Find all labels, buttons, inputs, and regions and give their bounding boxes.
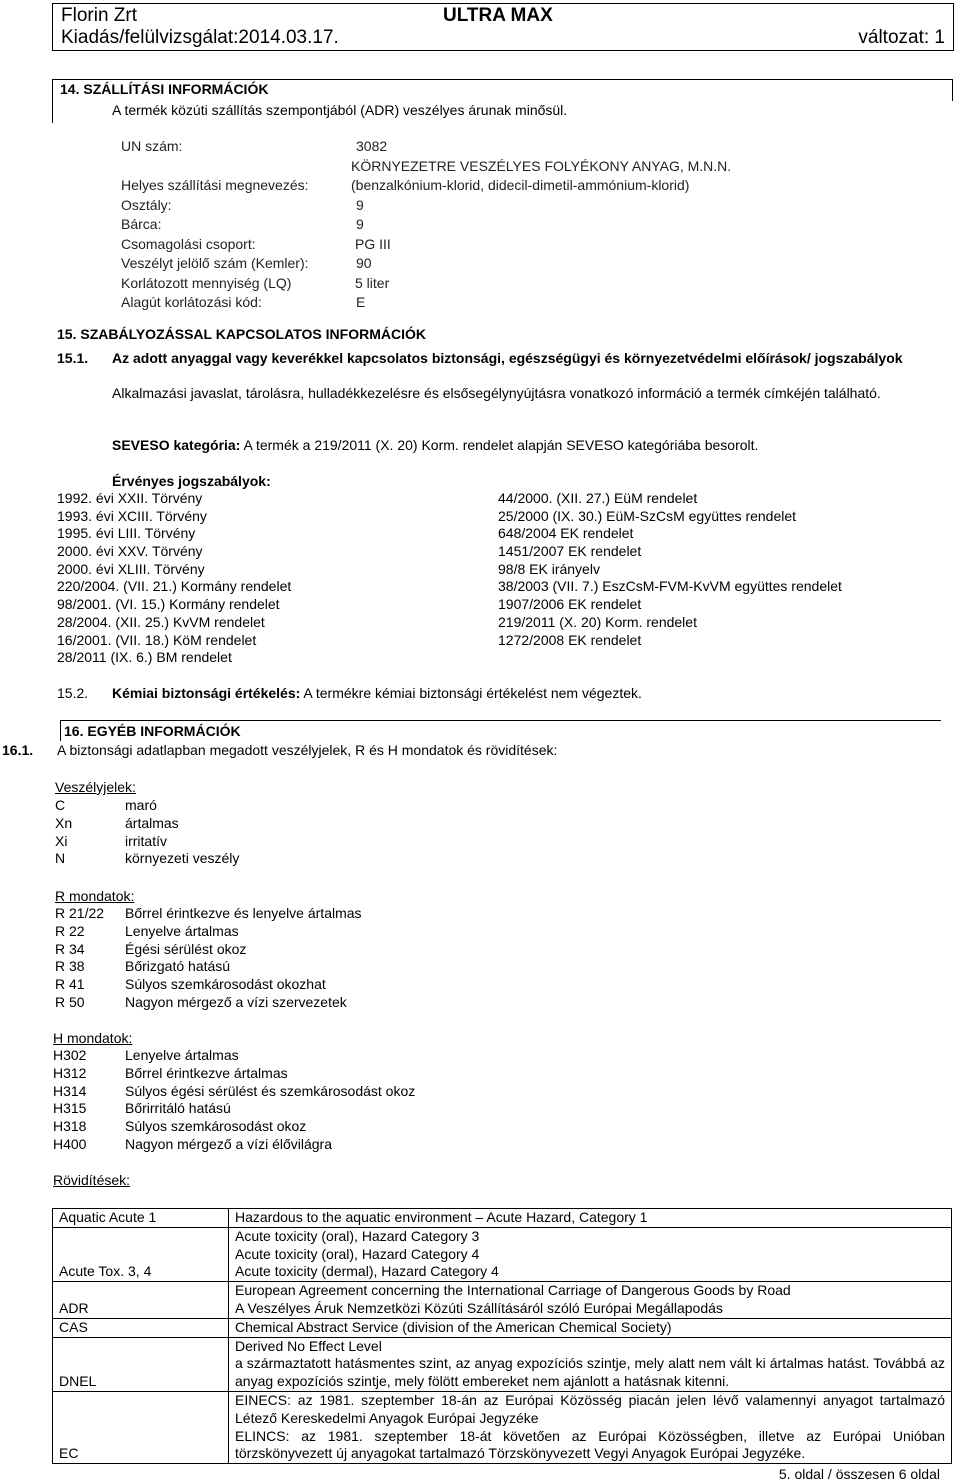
h-phrase-text: Súlyos szemkárosodást okoz — [125, 1118, 307, 1135]
hazard-symbol-text: irritatív — [125, 832, 167, 849]
r-phrase-text: Bőrizgató hatású — [125, 958, 231, 975]
hazard-symbol — [55, 815, 239, 833]
hazard-symbols-list — [55, 797, 239, 868]
page-number: 5. oldal / összesen 6 oldal — [778, 1466, 940, 1482]
abbreviations-table — [52, 1208, 952, 1464]
laws-right-list — [498, 490, 842, 649]
section-16-title: 16. EGYÉB INFORMÁCIÓK — [64, 723, 241, 739]
abbr-key: DNEL — [53, 1337, 229, 1391]
abbr-line: Hazardous to the aquatic environment – Acute Hazard, Category 1 — [235, 1209, 648, 1225]
section-15-title: 15. SZABÁLYOZÁSSAL KAPCSOLATOS INFORMÁCIÓK — [57, 326, 426, 342]
abbr-value — [229, 1391, 952, 1463]
transport-label: Bárca: — [121, 216, 162, 232]
r-phrase — [55, 976, 362, 994]
h-phrase-code: H400 — [53, 1135, 87, 1152]
law-item: 28/2011 (IX. 6.) BM rendelet — [57, 649, 232, 666]
law-item: 44/2000. (XII. 27.) EüM rendelet — [498, 490, 698, 506]
hazard-symbol — [55, 850, 239, 868]
hazard-symbol-code: Xi — [55, 832, 68, 849]
r-phrase-code: R 22 — [55, 922, 85, 939]
law-item: 25/2000 (IX. 30.) EüM-SzCsM együttes rendelet — [498, 507, 797, 524]
abbr-line: Chemical Abstract Service (division of the American Chemical Society) — [235, 1318, 672, 1335]
transport-value: E — [356, 294, 366, 310]
seveso-line — [112, 437, 758, 454]
h-phrase-text: Súlyos égési sérülést és szemkárosodást okoz — [125, 1082, 416, 1099]
h-phrase — [53, 1047, 415, 1065]
abbr-line: ELINCS: az 1981. szeptember 18-át követően az Európai Közösségben, illetve az Európai Unióban törzskönyvezett új anyagokat tartalmazó Törzskönyvezett Vegyi Anyagok Európai Jegyzéke. — [235, 1427, 945, 1462]
h-phrase — [53, 1083, 415, 1101]
abbr-row — [53, 1227, 952, 1281]
r-phrase-code: R 34 — [55, 940, 85, 957]
transport-label: Veszélyt jelölő szám (Kemler): — [121, 255, 309, 271]
transport-value: 9 — [356, 216, 364, 232]
law-item: 98/2001. (VI. 15.) Kormány rendelet — [57, 596, 280, 613]
transport-value: 3082 — [356, 138, 388, 154]
law-item: 2000. évi XLIII. Törvény — [57, 560, 205, 577]
company-name: Florin Zrt — [61, 5, 137, 26]
seveso-label: SEVESO kategória: — [112, 437, 241, 453]
abbr-row — [53, 1209, 952, 1228]
abbr-value — [229, 1318, 952, 1337]
transport-label: UN szám: — [121, 138, 183, 154]
h-phrase-code: H314 — [53, 1082, 87, 1099]
r-phrase-text: Lenyelve ártalmas — [125, 922, 239, 939]
section-14-title: 14. SZÁLLÍTÁSI INFORMÁCIÓK — [60, 81, 269, 97]
transport-row — [113, 255, 873, 273]
transport-value: PG III — [355, 235, 391, 252]
r-phrase — [55, 923, 362, 941]
issue-date: Kiadás/felülvizsgálat:2014.03.17. — [61, 27, 339, 48]
version: változat: 1 — [858, 27, 945, 48]
abbr-key: EC — [53, 1391, 229, 1463]
h-phrase-text: Bőrrel érintkezve ártalmas — [125, 1064, 288, 1081]
hazard-symbol-code: C — [55, 797, 66, 813]
law-item: 648/2004 EK rendelet — [498, 525, 634, 542]
abbr-row — [53, 1391, 952, 1463]
h-phrase-text: Lenyelve ártalmas — [125, 1047, 239, 1063]
r-phrase-text: Nagyon mérgező a vízi szervezetek — [125, 993, 347, 1010]
transport-value: 9 — [356, 196, 364, 213]
hazard-symbol-text: maró — [125, 797, 157, 813]
transport-row — [113, 294, 873, 312]
abbr-line: Acute toxicity (dermal), Hazard Category 4 — [235, 1263, 499, 1280]
h-phrase-code: H312 — [53, 1064, 87, 1081]
transport-value: KÖRNYEZETRE VESZÉLYES FOLYÉKONY ANYAG, M.N.N. — [351, 157, 732, 174]
abbr-value — [229, 1227, 952, 1281]
document-header — [52, 3, 954, 51]
transport-row — [113, 216, 873, 234]
section-15-1-number: 15.1. — [57, 350, 89, 366]
abbr-value — [229, 1209, 952, 1228]
h-phrase — [53, 1100, 415, 1118]
law-item: 28/2004. (XII. 25.) KvVM rendelet — [57, 613, 265, 630]
h-phrase-text: Bőrirritáló hatású — [125, 1100, 231, 1117]
section-15-2-number: 15.2. — [57, 685, 89, 701]
h-phrase — [53, 1065, 415, 1083]
abbr-row — [53, 1318, 952, 1337]
abbr-key: CAS — [53, 1318, 229, 1337]
transport-row — [113, 158, 873, 176]
transport-label: Alagút korlátozási kód: — [121, 294, 262, 310]
r-phrase-code: R 38 — [55, 958, 85, 975]
section-14-intro: A termék közúti szállítás szempontjából (ADR) veszélyes árunak minősül. — [112, 102, 568, 118]
law-item: 2000. évi XXV. Törvény — [57, 543, 203, 560]
abbr-line: European Agreement concerning the International Carriage of Dangerous Goods by Road — [235, 1282, 791, 1299]
r-phrase — [55, 958, 362, 976]
abbr-value — [229, 1337, 952, 1391]
transport-value: 5 liter — [355, 274, 390, 291]
hazard-symbol — [55, 833, 239, 851]
r-phrase — [55, 905, 362, 923]
seveso-text: A termék a 219/2011 (X. 20) Korm. rendelet alapján SEVESO kategóriába besorolt. — [240, 437, 759, 453]
hazard-symbol-code: Xn — [55, 814, 73, 831]
r-phrase-text: Égési sérülést okoz — [125, 940, 247, 957]
transport-label: Csomagolási csoport: — [121, 235, 256, 252]
r-phrases-title: R mondatok: — [55, 888, 135, 904]
law-item: 219/2011 (X. 20) Korm. rendelet — [498, 613, 697, 630]
abbr-line: Acute toxicity (oral), Hazard Category 3 — [235, 1227, 480, 1244]
abbr-value — [229, 1282, 952, 1319]
hazard-symbol — [55, 797, 239, 815]
law-item: 1995. évi LIII. Törvény — [57, 525, 196, 542]
abbr-key: Aquatic Acute 1 — [53, 1209, 229, 1228]
abbr-key: ADR — [53, 1282, 229, 1319]
r-phrase — [55, 994, 362, 1012]
section-15-2-label: Kémiai biztonsági értékelés: — [112, 685, 301, 701]
law-item: 1451/2007 EK rendelet — [498, 543, 642, 560]
section-15-1-text: Alkalmazási javaslat, tárolásra, hulladékkezelésre és elsősegélynyújtásra vonatkozó információ a termék címkéjén található. — [112, 385, 881, 401]
law-item: 1993. évi XCIII. Törvény — [57, 507, 207, 524]
transport-row — [113, 275, 873, 293]
abbr-row — [53, 1282, 952, 1319]
r-phrase-code: R 41 — [55, 976, 85, 993]
section-14-border — [52, 79, 53, 123]
h-phrase — [53, 1118, 415, 1136]
transport-row — [113, 177, 873, 195]
r-phrase-text: Súlyos szemkárosodást okozhat — [125, 976, 326, 993]
hazard-symbol-text: környezeti veszély — [125, 850, 240, 867]
transport-label: Korlátozott mennyiség (LQ) — [121, 274, 292, 291]
abbr-line: EINECS: az 1981. szeptember 18-án az Európai Közösség piacán jelen lévő valamennyi anyagot tartalmazó Létező Kereskedelmi Anyagok Európai Jegyzéke — [235, 1391, 945, 1426]
law-item: 1992. évi XXII. Törvény — [57, 490, 203, 506]
h-phrase-text: Nagyon mérgező a vízi élővilágra — [125, 1135, 332, 1152]
section-16-1-number: 16.1. — [2, 742, 34, 758]
transport-row — [113, 138, 873, 156]
h-phrases-list — [53, 1047, 415, 1154]
law-item: 38/2003 (VII. 7.) EszCsM-FVM-KvVM együttes rendelet — [498, 578, 842, 595]
h-phrase-code: H315 — [53, 1100, 87, 1117]
law-item: 220/2004. (VII. 21.) Kormány rendelet — [57, 578, 292, 595]
law-item: 98/8 EK irányelv — [498, 560, 600, 577]
hazard-symbol-code: N — [55, 850, 66, 867]
abbr-line: a származtatott hatásmentes szint, az anyag expozíciós szintje, mely alatt nem vált ki ártalmas hatást. Továbbá az anyag expozíciós szintje, mely fölött embereket nem ajánlott a hatásnak kitenni. — [235, 1355, 945, 1390]
transport-label: Osztály: — [121, 196, 172, 213]
transport-row — [113, 236, 873, 254]
abbr-row — [53, 1337, 952, 1391]
r-phrases-list — [55, 905, 362, 1012]
r-phrase — [55, 941, 362, 959]
r-phrase-text: Bőrrel érintkezve és lenyelve ártalmas — [125, 905, 362, 921]
h-phrase-code: H302 — [53, 1047, 87, 1063]
section-15-1-title: Az adott anyaggal vagy keverékkel kapcsolatos biztonsági, egészségügyi és környezetvédelmi előírások/ jogszabályok — [112, 350, 903, 366]
r-phrase-code: R 21/22 — [55, 905, 105, 921]
transport-label: Helyes szállítási megnevezés: — [121, 177, 309, 193]
abbreviations-title: Rövidítések: — [53, 1172, 131, 1188]
transport-row — [113, 197, 873, 215]
section-16-1-text: A biztonsági adatlapban megadott veszélyjelek, R és H mondatok és rövidítések: — [57, 742, 558, 758]
h-phrase-code: H318 — [53, 1118, 87, 1135]
r-phrase-code: R 50 — [55, 993, 85, 1010]
transport-value: (benzalkónium-klorid, didecil-dimetil-ammónium-klorid) — [351, 177, 690, 193]
laws-title: Érvényes jogszabályok: — [112, 473, 271, 489]
h-phrase — [53, 1136, 415, 1154]
section-15-2-text: A termékre kémiai biztonsági értékelést nem végeztek. — [300, 685, 642, 701]
product-name: ULTRA MAX — [443, 5, 553, 26]
h-phrases-title: H mondatok: — [53, 1030, 133, 1046]
law-item: 16/2001. (VII. 18.) KöM rendelet — [57, 631, 257, 648]
abbr-key: Acute Tox. 3, 4 — [53, 1227, 229, 1281]
laws-left-list — [57, 490, 291, 667]
abbr-line: Acute toxicity (oral), Hazard Category 4 — [235, 1245, 480, 1262]
law-item: 1907/2006 EK rendelet — [498, 596, 642, 613]
abbr-line: A Veszélyes Áruk Nemzetközi Közúti Szállításáról szóló Európai Megállapodás — [235, 1299, 723, 1316]
abbr-line: Derived No Effect Level — [235, 1337, 382, 1354]
section-15-2-line — [112, 685, 642, 702]
law-item: 1272/2008 EK rendelet — [498, 631, 642, 648]
hazard-symbols-title: Veszélyjelek: — [55, 779, 136, 795]
hazard-symbol-text: ártalmas — [125, 814, 179, 831]
transport-value: 90 — [356, 255, 372, 271]
